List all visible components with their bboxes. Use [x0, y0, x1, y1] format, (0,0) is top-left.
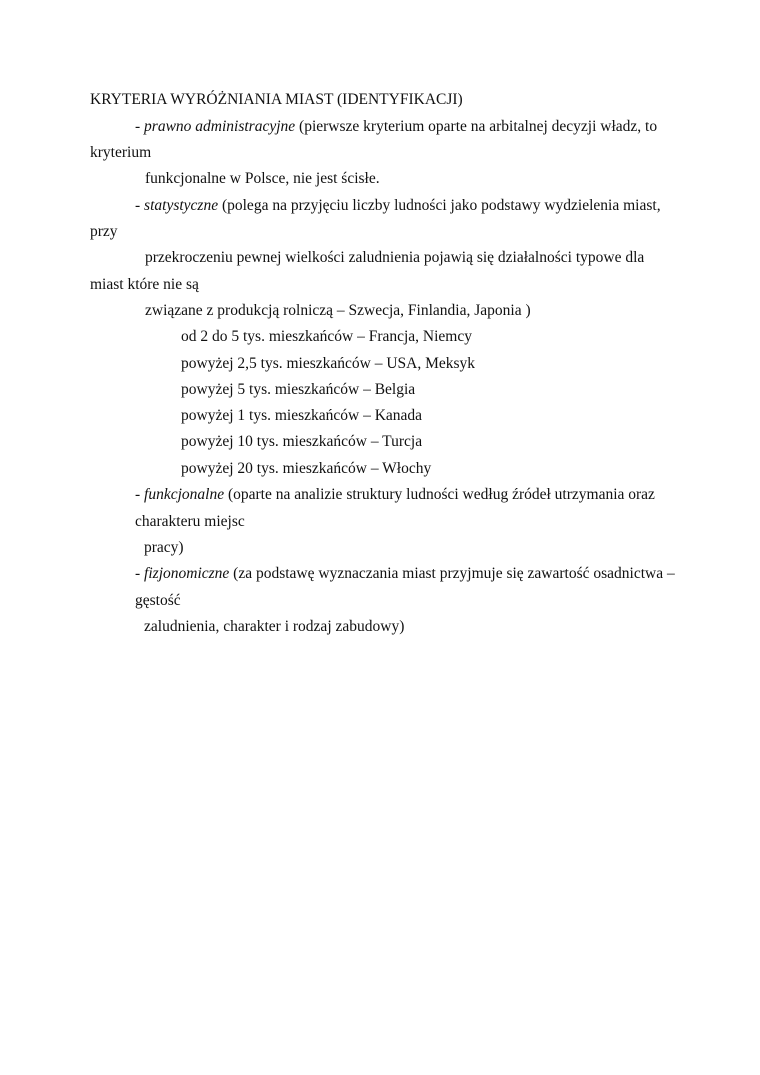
threshold-item: powyżej 5 tys. mieszkańców – Belgia — [181, 381, 416, 398]
threshold-item: powyżej 10 tys. mieszkańców – Turcja — [181, 433, 423, 450]
criterion-description: (za podstawę wyznaczania miast przyjmuje się zawartość osadnictwa – — [229, 565, 675, 582]
threshold-item: powyżej 20 tys. mieszkańców – Włochy — [181, 460, 432, 477]
criterion-statistical-line-3: przekroczeniu pewnej wielkości zaludnienia pojawią się działalności typowe dla — [145, 249, 645, 266]
criterion-description: (polega na przyjęciu liczby ludności jako podstawy wydzielenia miast, — [218, 197, 661, 214]
criterion-administrative-line-3: funkcjonalne w Polsce, nie jest ścisłe. — [145, 170, 380, 187]
criterion-term-physiognomic: fizjonomiczne — [144, 565, 230, 582]
criterion-functional-line-1 — [135, 485, 655, 505]
criterion-dash: - — [135, 118, 145, 135]
criterion-functional-line-2: charakteru miejsc — [135, 513, 245, 530]
threshold-item: od 2 do 5 tys. mieszkańców – Francja, Niemcy — [181, 328, 472, 345]
threshold-item: powyżej 2,5 tys. mieszkańców – USA, Meksyk — [181, 355, 476, 372]
criterion-dash: - — [135, 197, 145, 214]
criterion-dash: - — [135, 486, 145, 503]
document-title: KRYTERIA WYRÓŻNIANIA MIAST (IDENTYFIKACJI) — [90, 91, 463, 108]
criterion-term-statistical: statystyczne — [144, 197, 219, 214]
criterion-functional-line-3: pracy) — [144, 539, 184, 556]
criterion-statistical-line-5: związane z produkcją rolniczą – Szwecja, Finlandia, Japonia ) — [145, 302, 531, 319]
criterion-administrative-line-1 — [135, 117, 657, 137]
criterion-dash: - — [135, 565, 145, 582]
criterion-physiognomic-line-2: gęstość — [135, 592, 181, 609]
criterion-statistical-line-1 — [135, 196, 661, 216]
criterion-administrative-line-2: kryterium — [90, 144, 152, 161]
criterion-description: (oparte na analizie struktury ludności według źródeł utrzymania oraz — [224, 486, 655, 503]
criterion-physiognomic-line-1 — [135, 564, 675, 584]
criterion-term-functional: funkcjonalne — [144, 486, 225, 503]
criterion-physiognomic-line-3: zaludnienia, charakter i rodzaj zabudowy) — [144, 618, 405, 635]
criterion-statistical-line-4: miast które nie są — [90, 276, 199, 293]
criterion-description: (pierwsze kryterium oparte na arbitalnej decyzji władz, to — [295, 118, 658, 135]
criterion-term-administrative: prawno administracyjne — [144, 118, 296, 135]
criterion-statistical-line-2: przy — [90, 223, 118, 240]
threshold-item: powyżej 1 tys. mieszkańców – Kanada — [181, 407, 423, 424]
